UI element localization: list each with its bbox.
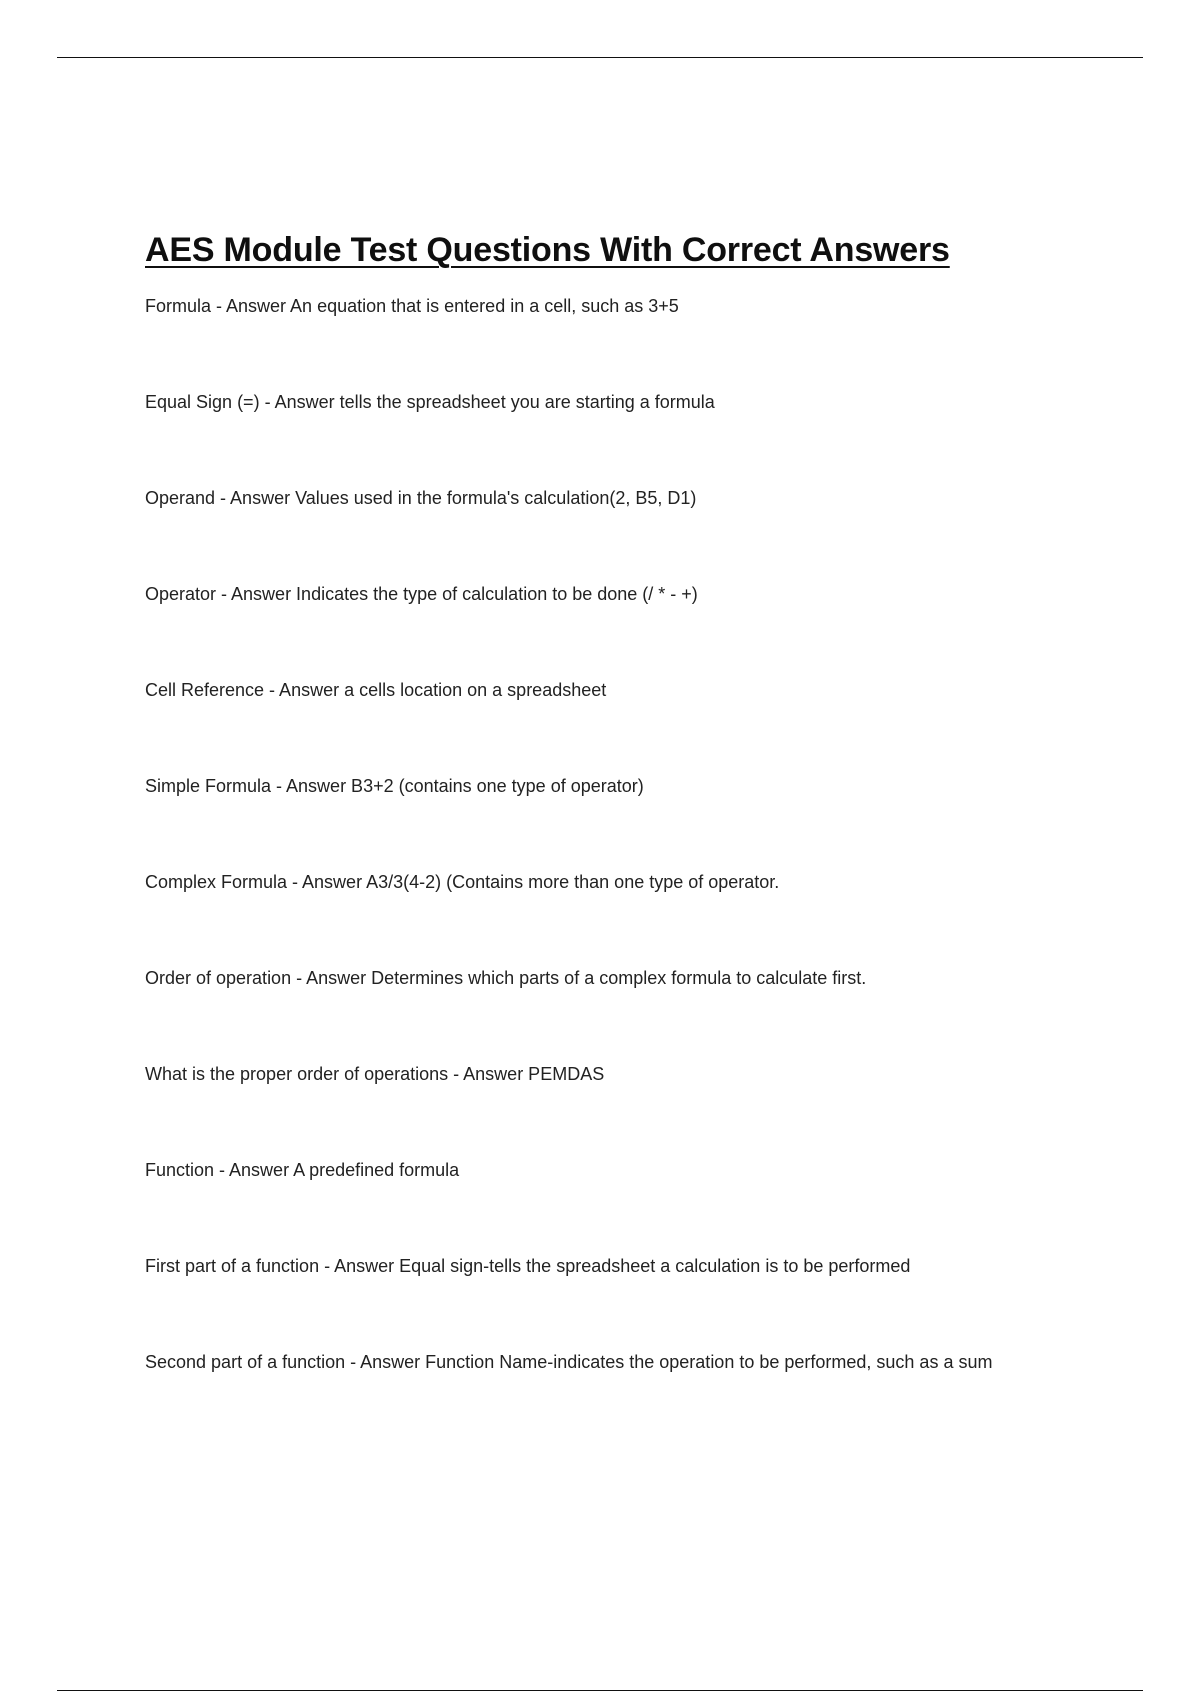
qa-item: Equal Sign (=) - Answer tells the spreadsheet you are starting a formula [145,392,715,412]
qa-item: Order of operation - Answer Determines which parts of a complex formula to calculate first. [145,968,867,988]
qa-item: First part of a function - Answer Equal sign-tells the spreadsheet a calculation is to be performed [145,1256,911,1276]
qa-item: What is the proper order of operations - Answer PEMDAS [145,1064,605,1084]
qa-item: Operator - Answer Indicates the type of calculation to be done (/ * - +) [145,584,698,604]
qa-item: Complex Formula - Answer A3/3(4-2) (Contains more than one type of operator. [145,872,780,892]
qa-item: Simple Formula - Answer B3+2 (contains one type of operator) [145,776,644,796]
header-rule [57,57,1143,58]
qa-item: Function - Answer A predefined formula [145,1160,460,1180]
qa-item: Formula - Answer An equation that is entered in a cell, such as 3+5 [145,296,679,316]
footer-rule [57,1690,1143,1691]
document-title: AES Module Test Questions With Correct Answers [145,231,950,269]
document-body [145,228,1065,1445]
qa-item: Operand - Answer Values used in the formula's calculation(2, B5, D1) [145,488,697,508]
qa-list [145,293,1065,1375]
qa-item: Cell Reference - Answer a cells location on a spreadsheet [145,680,607,700]
qa-item: Second part of a function - Answer Function Name-indicates the operation to be performed, such as a sum [145,1352,993,1372]
